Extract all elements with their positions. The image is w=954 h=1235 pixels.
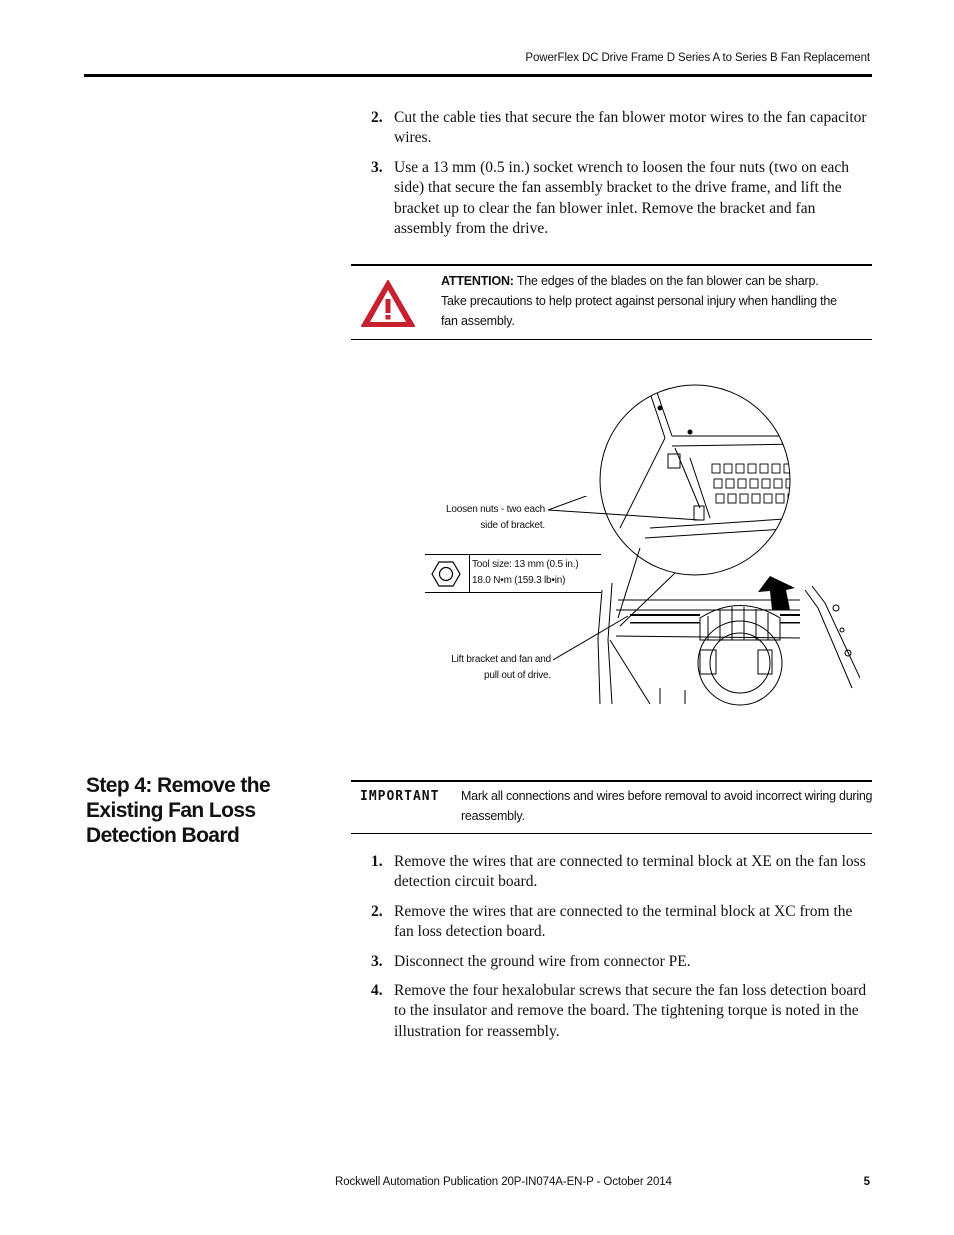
- step-text: Remove the wires that are connected to terminal block at XE on the fan loss detection circuit board.: [394, 853, 866, 891]
- step-number: 3.: [371, 953, 383, 970]
- warning-triangle-icon: [360, 279, 416, 334]
- callout-nuts-leaders: [548, 496, 708, 541]
- tool-size-table: [425, 554, 601, 593]
- callout-nuts-line1: Loosen nuts - two each: [446, 504, 545, 515]
- step-text: Disconnect the ground wire from connector PE.: [394, 953, 691, 970]
- step-number: 1.: [371, 853, 383, 870]
- hex-nut-icon: [431, 561, 461, 592]
- callout-lift-line2: pull out of drive.: [484, 669, 551, 681]
- step-number: 2.: [371, 109, 383, 126]
- callout-lift-bracket: [430, 652, 551, 683]
- footer-publication: Rockwell Automation Publication 20P-IN074A-EN-P - October 2014: [335, 1176, 672, 1188]
- tool-table-divider: [469, 555, 470, 592]
- important-bottom-rule: [351, 833, 872, 834]
- important-label: IMPORTANT: [360, 789, 440, 804]
- section-heading: Step 4: Remove the Existing Fan Loss Detection Board: [86, 774, 271, 847]
- attention-bottom-rule: [351, 339, 872, 340]
- step-4-bottom: [371, 981, 871, 1042]
- tool-line2: 18.0 N•m (159.3 lb•in): [472, 574, 566, 586]
- up-arrow-icon: [758, 576, 795, 610]
- callout-nuts-line2: side of bracket.: [480, 519, 545, 531]
- step-2-bottom: [371, 902, 871, 943]
- callout-lift-leader: [553, 614, 633, 669]
- callout-lift-line1: Lift bracket and fan and: [451, 654, 551, 665]
- header-rule: [84, 74, 872, 77]
- step-1-bottom: [371, 852, 871, 893]
- step-number: 2.: [371, 903, 383, 920]
- step-text: Remove the four hexalobular screws that secure the fan loss detection board to the insulator and remove the board. The tightening torque is noted in the illustration for reassembly.: [394, 982, 867, 1040]
- step-text: Cut the cable ties that secure the fan blower motor wires to the fan capacitor wires.: [394, 109, 867, 147]
- step-text: Use a 13 mm (0.5 in.) socket wrench to loosen the four nuts (two on each side) that secure the fan assembly bracket to the drive frame, and lift the bracket up to clear the fan blower inlet. Remove the bracket and fan assembly from the drive.: [394, 159, 849, 238]
- step-3-bottom: [371, 952, 871, 972]
- step-number: 3.: [371, 159, 383, 176]
- tool-line1: Tool size: 13 mm (0.5 in.): [472, 559, 579, 570]
- step-text: Remove the wires that are connected to the terminal block at XC from the fan loss detection board.: [394, 903, 853, 941]
- attention-body: The edges of the blades on the fan blower can be sharp. Take precautions to help protect against personal injury when handling the fan assembly.: [441, 274, 837, 328]
- step-number: 4.: [371, 982, 383, 999]
- step-2-top: [371, 108, 871, 149]
- important-message: Mark all connections and wires before removal to avoid incorrect wiring during reassembly.: [461, 789, 873, 823]
- tool-size-text: [472, 557, 579, 588]
- attention-top-rule: [351, 264, 872, 266]
- attention-label: ATTENTION:: [441, 274, 514, 288]
- running-header: PowerFlex DC Drive Frame D Series A to Series B Fan Replacement: [525, 52, 870, 64]
- important-top-rule: [351, 780, 872, 782]
- attention-message: [441, 271, 841, 331]
- step-3-top: [371, 158, 871, 240]
- page-number: 5: [863, 1176, 870, 1188]
- callout-loosen-nuts: [430, 502, 545, 533]
